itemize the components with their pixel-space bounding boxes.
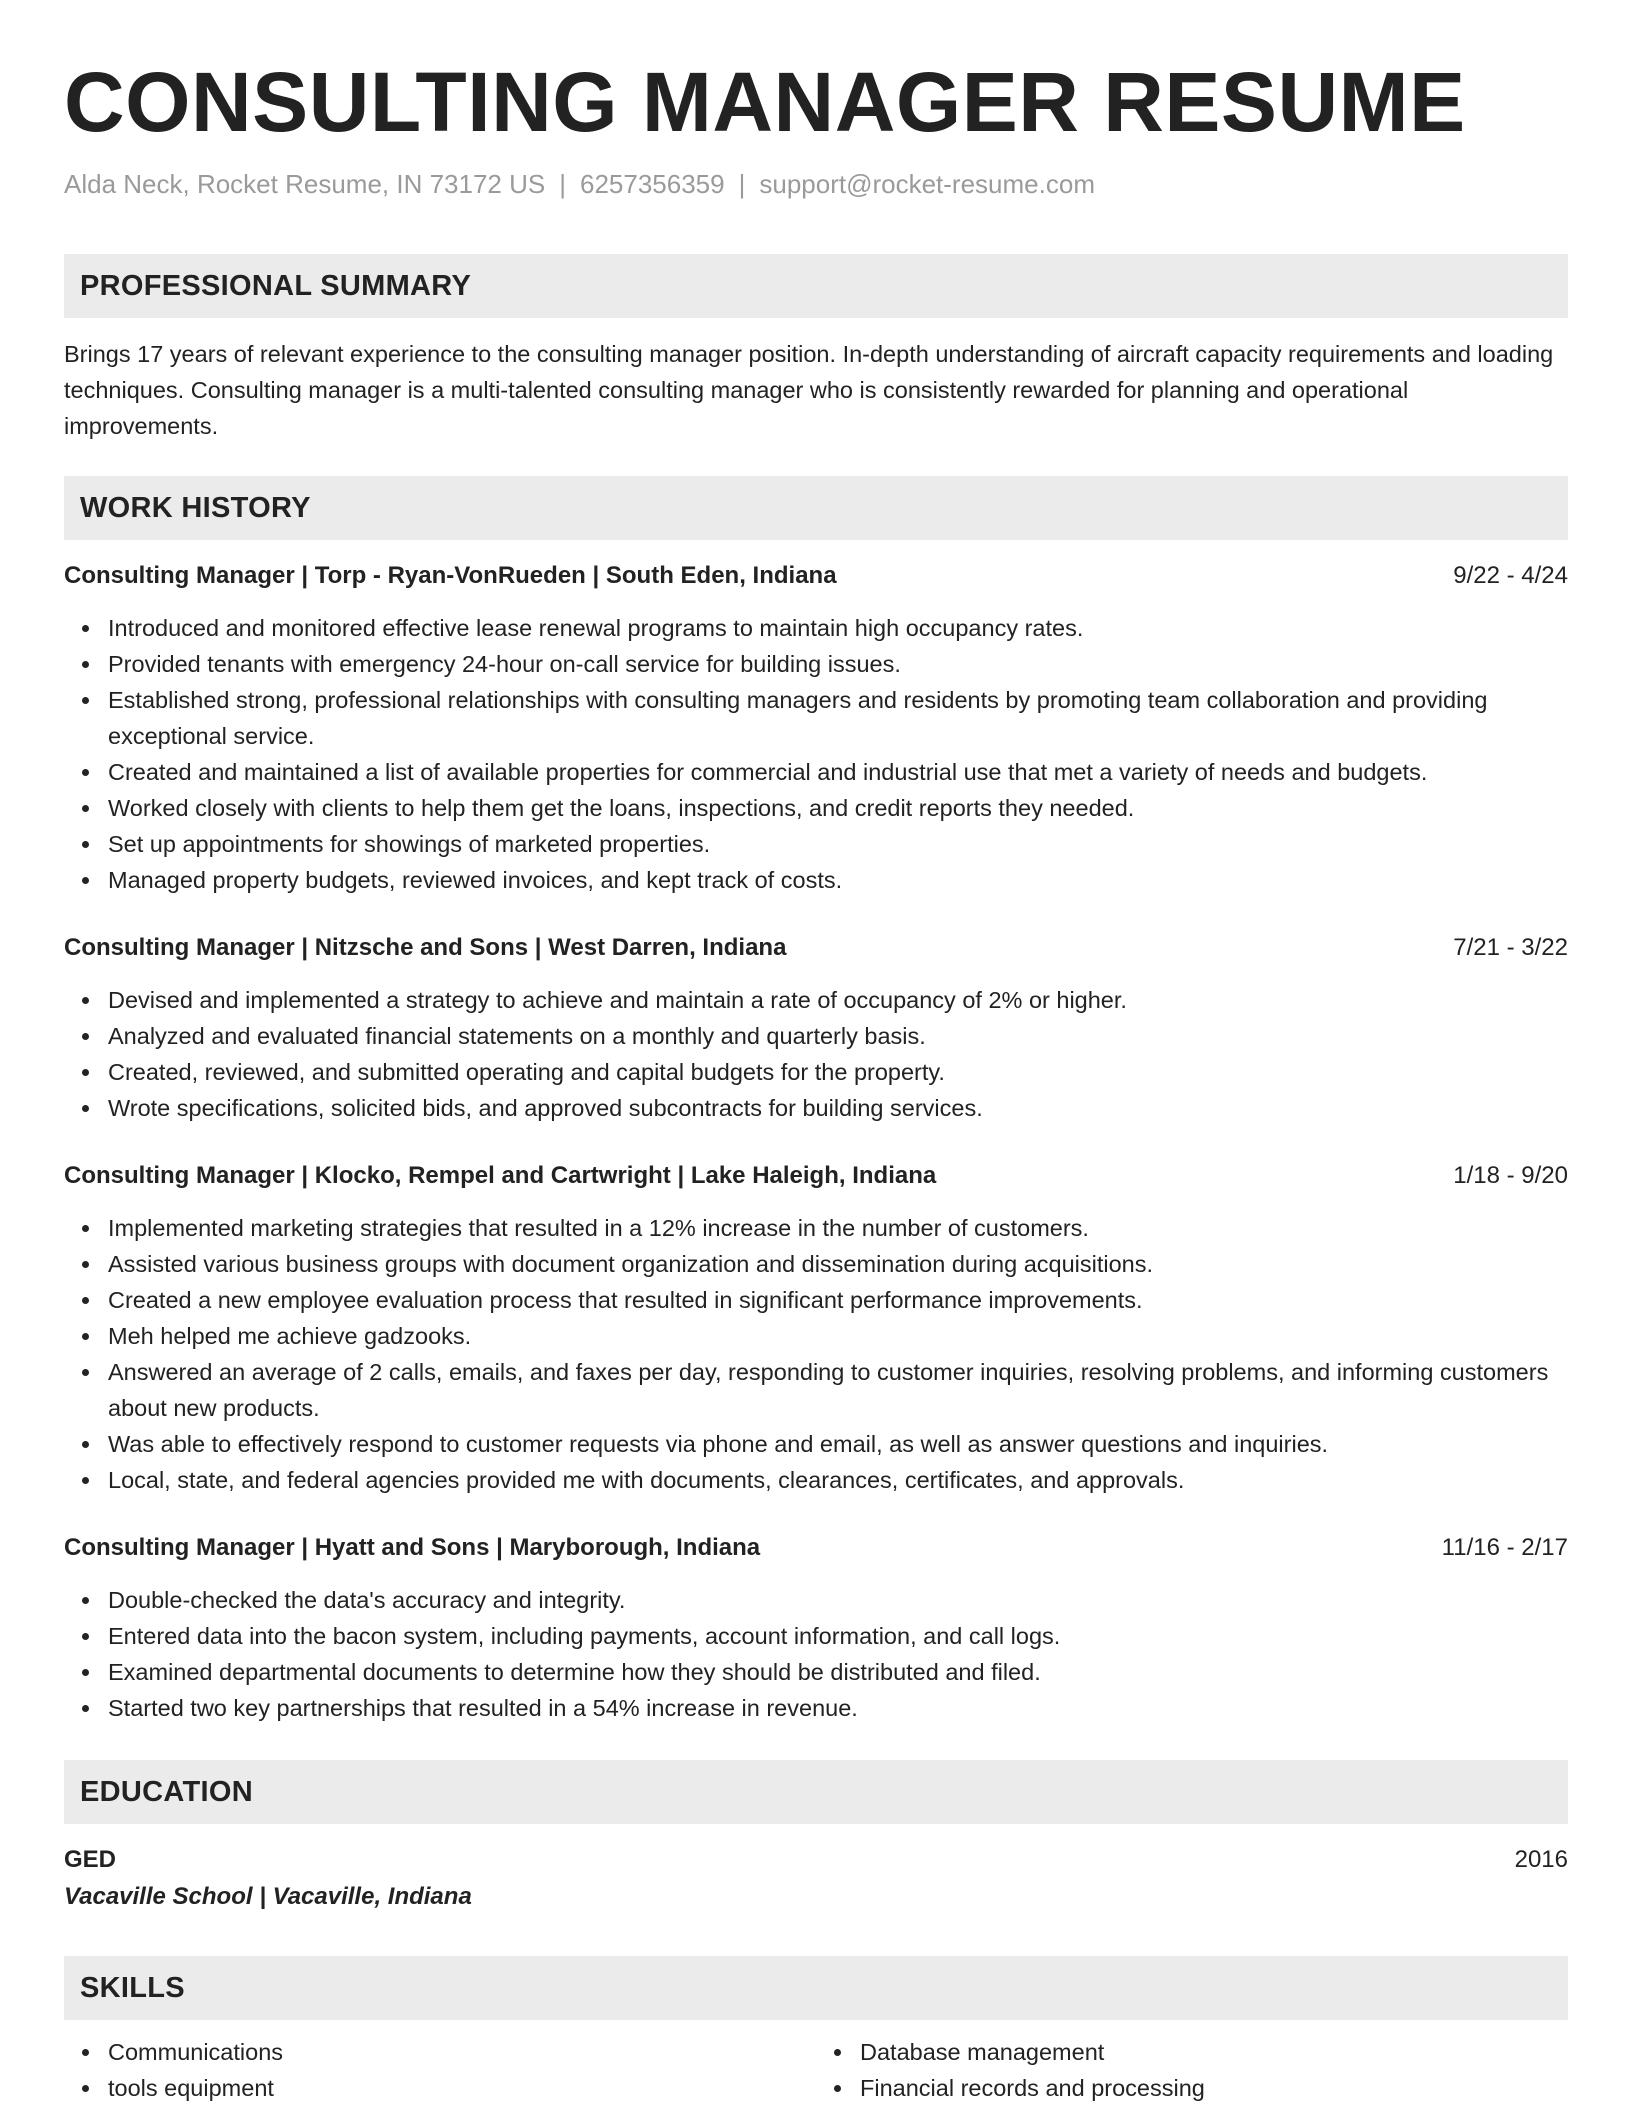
skills-column-right [816, 2034, 1568, 2106]
job-dates: 11/16 - 2/17 [1441, 1534, 1568, 1561]
contact-phone: 6257356359 [579, 169, 725, 199]
job-title: Consulting Manager | Torp - Ryan-VonRueden | South Eden, Indiana [64, 562, 837, 589]
job-dates: 7/21 - 3/22 [1453, 934, 1568, 961]
job-bullet: Introduced and monitored effective lease renewal programs to maintain high occupancy rates. [108, 610, 1568, 646]
job-dates: 1/18 - 9/20 [1453, 1162, 1568, 1189]
education-entry [64, 1842, 1568, 1916]
section-header-work-history: WORK HISTORY [64, 476, 1568, 540]
job-entry [64, 558, 1568, 898]
job-bullets [64, 982, 1568, 1126]
job-bullet: Was able to effectively respond to customer requests via phone and email, as well as answer questions and inquiries. [108, 1426, 1568, 1462]
job-bullet: Provided tenants with emergency 24-hour on-call service for building issues. [108, 646, 1568, 682]
job-entry [64, 1530, 1568, 1726]
job-title: Consulting Manager | Nitzsche and Sons | West Darren, Indiana [64, 934, 787, 961]
section-header-education: EDUCATION [64, 1760, 1568, 1824]
job-bullets [64, 1582, 1568, 1726]
job-head [64, 558, 1568, 594]
skill-item: Database management [860, 2034, 1568, 2070]
job-bullets [64, 1210, 1568, 1498]
job-bullet: Examined departmental documents to determine how they should be distributed and filed. [108, 1654, 1568, 1690]
job-bullet: Established strong, professional relationships with consulting managers and residents by promoting team collaboration and providing exceptional service. [108, 682, 1568, 754]
job-bullet: Wrote specifications, solicited bids, and approved subcontracts for building services. [108, 1090, 1568, 1126]
job-head [64, 1530, 1568, 1566]
summary-text: Brings 17 years of relevant experience to the consulting manager position. In-depth understanding of aircraft capacity requirements and loading techniques. Consulting manager is a multi-talented consulting manager who is consistently rewarded for planning and operational improvements. [64, 341, 1554, 439]
resume-title: CONSULTING MANAGER RESUME [64, 55, 1466, 149]
job-head [64, 1158, 1568, 1194]
contact-separator: | [559, 169, 566, 199]
job-bullet: Double-checked the data's accuracy and integrity. [108, 1582, 1568, 1618]
job-title: Consulting Manager | Hyatt and Sons | Maryborough, Indiana [64, 1534, 761, 1561]
job-bullet: Entered data into the bacon system, including payments, account information, and call logs. [108, 1618, 1568, 1654]
skill-item: Financial records and processing [860, 2070, 1568, 2106]
job-bullet: Meh helped me achieve gadzooks. [108, 1318, 1568, 1354]
job-bullet: Implemented marketing strategies that resulted in a 12% increase in the number of customers. [108, 1210, 1568, 1246]
education-degree: GED [64, 1846, 117, 1873]
contact-line [64, 166, 1568, 202]
education-head [64, 1842, 1568, 1878]
skill-item: tools equipment [108, 2070, 816, 2106]
education-school: Vacaville School | Vacaville, Indiana [64, 1883, 472, 1910]
skill-item: Communications [108, 2034, 816, 2070]
work-history-list [64, 558, 1568, 1726]
contact-separator: | [738, 169, 746, 199]
job-entry [64, 1158, 1568, 1498]
job-bullet: Managed property budgets, reviewed invoices, and kept track of costs. [108, 862, 1568, 898]
job-bullet: Answered an average of 2 calls, emails, and faxes per day, responding to customer inquiries, resolving problems, and informing customers about new products. [108, 1354, 1568, 1426]
job-bullet: Assisted various business groups with document organization and dissemination during acquisitions. [108, 1246, 1568, 1282]
job-bullet: Worked closely with clients to help them get the loans, inspections, and credit reports they needed. [108, 790, 1568, 826]
contact-email: support@rocket-resume.com [759, 169, 1095, 199]
job-bullet: Started two key partnerships that resulted in a 54% increase in revenue. [108, 1690, 1568, 1726]
job-bullet: Created a new employee evaluation process that resulted in significant performance improvements. [108, 1282, 1568, 1318]
job-bullet: Devised and implemented a strategy to achieve and maintain a rate of occupancy of 2% or higher. [108, 982, 1568, 1018]
job-bullet: Created, reviewed, and submitted operating and capital budgets for the property. [108, 1054, 1568, 1090]
job-head [64, 930, 1568, 966]
section-header-summary: PROFESSIONAL SUMMARY [64, 254, 1568, 318]
job-dates: 9/22 - 4/24 [1453, 562, 1568, 589]
job-bullet: Analyzed and evaluated financial statements on a monthly and quarterly basis. [108, 1018, 1568, 1054]
job-bullet: Set up appointments for showings of marketed properties. [108, 826, 1568, 862]
job-bullets [64, 610, 1568, 898]
job-title: Consulting Manager | Klocko, Rempel and Cartwright | Lake Haleigh, Indiana [64, 1162, 937, 1189]
skills-column-left [64, 2034, 816, 2106]
skills-list [64, 2034, 1568, 2106]
section-header-skills: SKILLS [64, 1956, 1568, 2020]
job-bullet: Created and maintained a list of available properties for commercial and industrial use that met a variety of needs and budgets. [108, 754, 1568, 790]
contact-address: Alda Neck, Rocket Resume, IN 73172 US [64, 169, 546, 199]
education-year: 2016 [1514, 1846, 1568, 1873]
job-entry [64, 930, 1568, 1126]
job-bullet: Local, state, and federal agencies provided me with documents, clearances, certificates, and approvals. [108, 1462, 1568, 1498]
